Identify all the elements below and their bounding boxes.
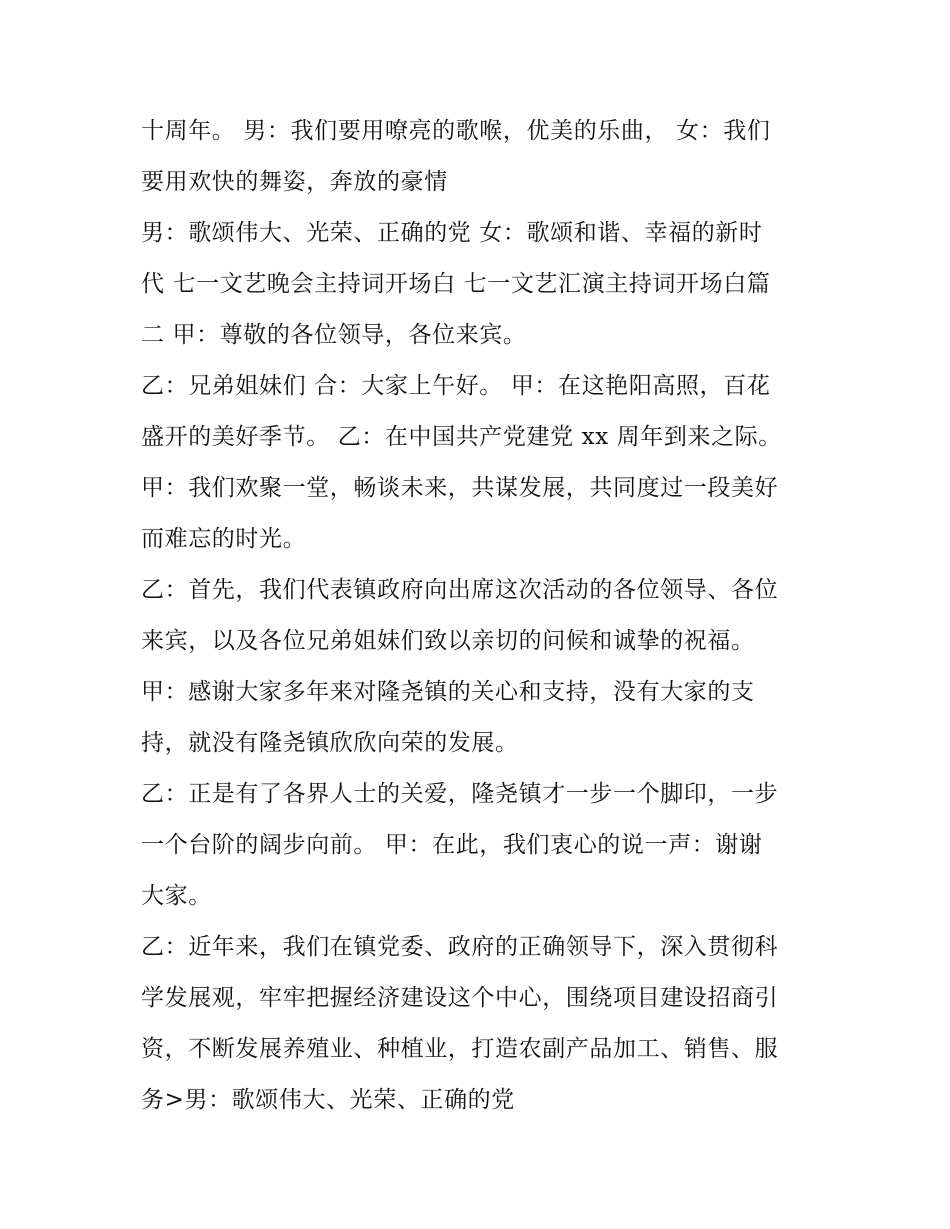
text-line: 甲：感谢大家多年来对隆尧镇的关心和支持，没有大家的支 — [141, 679, 755, 705]
text-line: 代 七一文艺晚会主持词开场白 七一文艺汇演主持词开场白篇 — [141, 271, 771, 297]
text-line: 持，就没有隆尧镇欣欣向荣的发展。 — [141, 730, 519, 756]
text-line: 资，不断发展养殖业、种植业，打造农副产品加工、销售、服 — [141, 1036, 779, 1062]
text-line: 大家。 — [141, 883, 212, 909]
text-line: 一个台阶的阔步向前。 甲：在此，我们衷心的说一声：谢谢 — [141, 832, 763, 858]
text-line: 十周年。 男：我们要用嘹亮的歌喉，优美的乐曲， 女：我们 — [141, 118, 771, 144]
text-line: 来宾，以及各位兄弟姐妹们致以亲切的问候和诚挚的祝福。 — [141, 628, 755, 654]
text-line: 盛开的美好季节。 乙：在中国共产党建党 xx 周年到来之际。 — [141, 424, 782, 450]
text-line: 男：歌颂伟大、光荣、正确的党 女：歌颂和谐、幸福的新时 — [141, 220, 763, 246]
text-line: 而难忘的时光。 — [141, 526, 307, 552]
text-line: 二 甲：尊敬的各位领导，各位来宾。 — [141, 322, 527, 348]
text-line: 学发展观，牢牢把握经济建设这个中心，围绕项目建设招商引 — [141, 985, 779, 1011]
text-line: 乙：近年来，我们在镇党委、政府的正确领导下，深入贯彻科 — [141, 934, 779, 960]
document-body — [141, 106, 821, 1126]
text-line: 乙：兄弟姐妹们 合：大家上午好。 甲：在这艳阳高照，百花 — [141, 373, 771, 399]
text-line: 务>男：歌颂伟大、光荣、正确的党 — [141, 1087, 515, 1113]
text-line: 甲：我们欢聚一堂，畅谈未来，共谋发展，共同度过一段美好 — [141, 475, 779, 501]
text-line: 要用欢快的舞姿，奔放的豪情 — [141, 169, 448, 195]
text-line: 乙：首先，我们代表镇政府向出席这次活动的各位领导、各位 — [141, 577, 779, 603]
text-line: 乙：正是有了各界人士的关爱，隆尧镇才一步一个脚印，一步 — [141, 781, 779, 807]
